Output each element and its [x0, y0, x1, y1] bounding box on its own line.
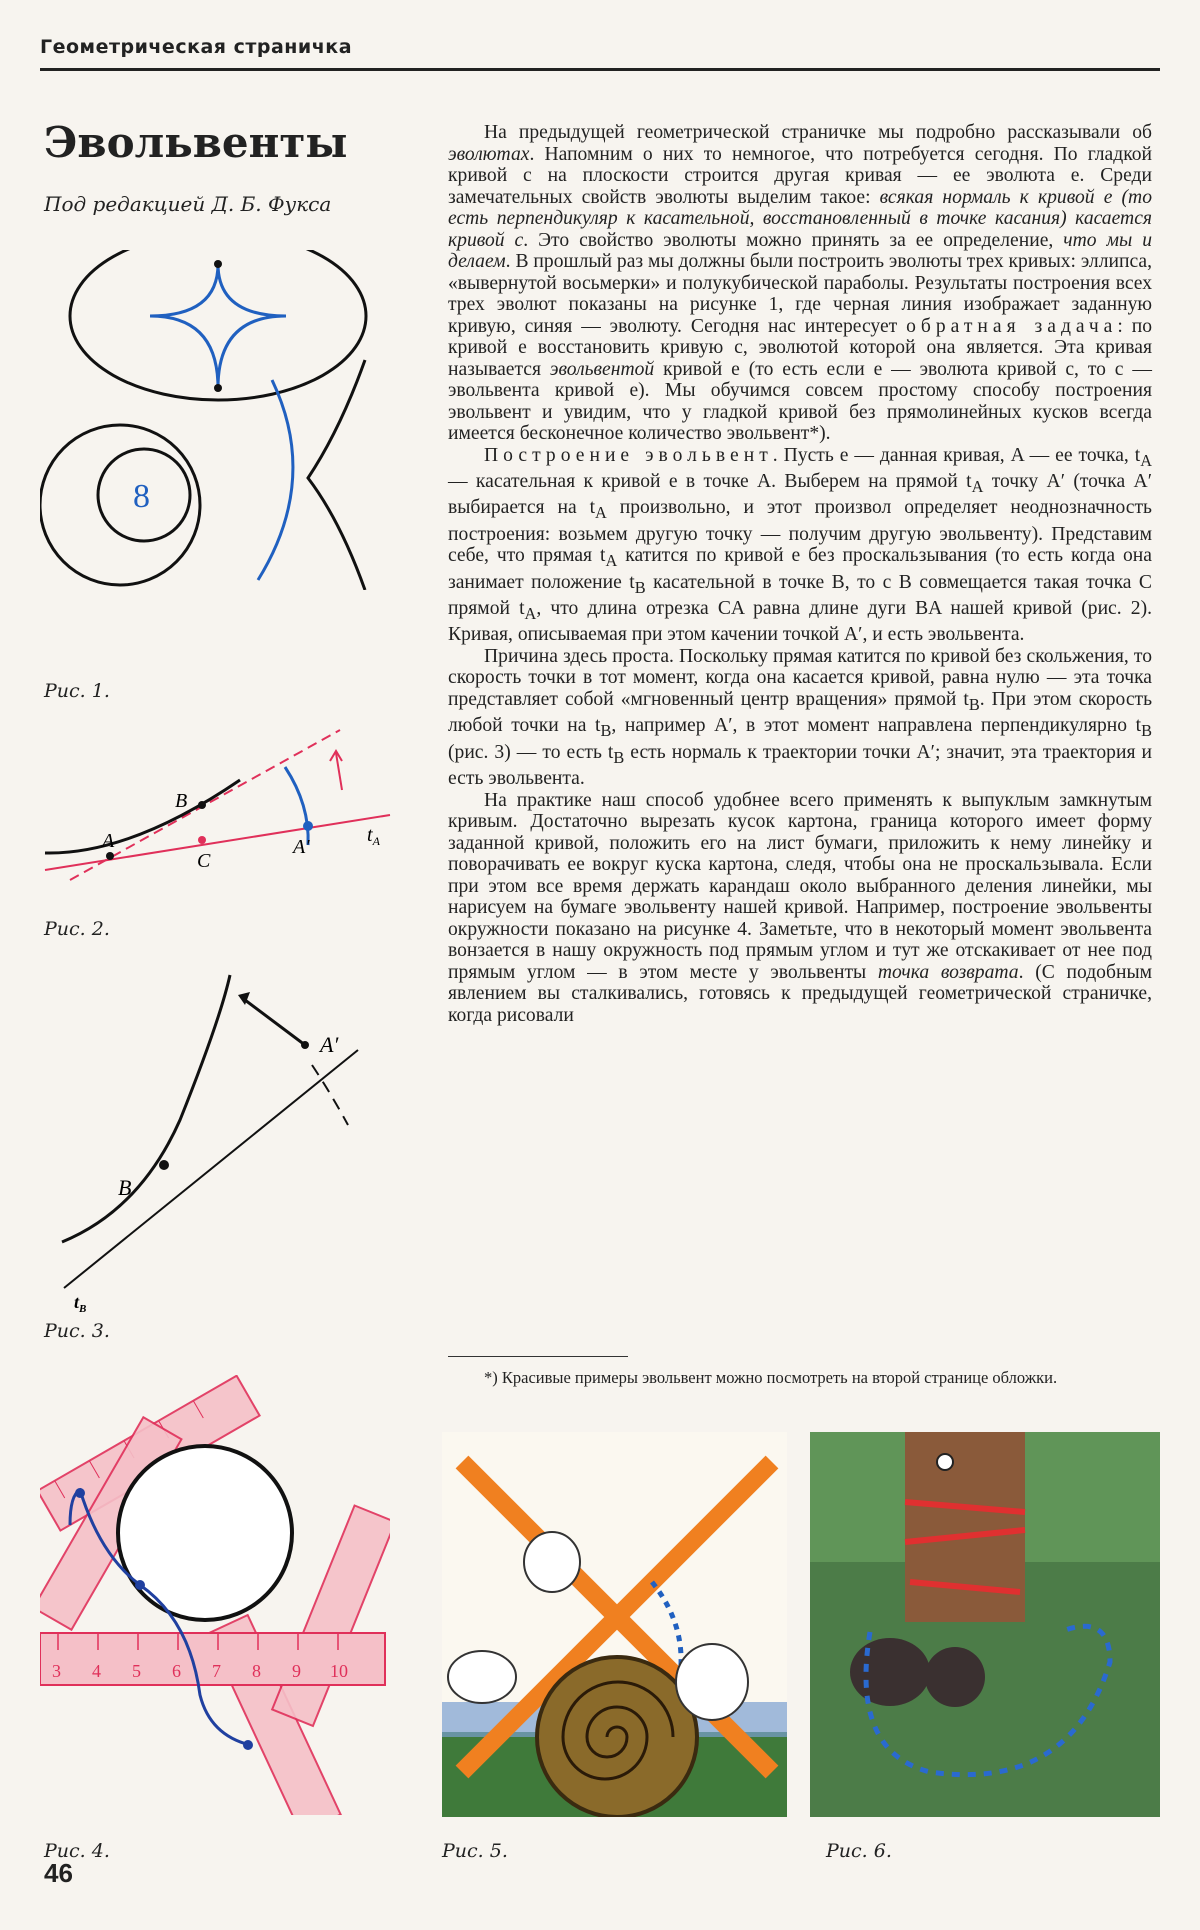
figure-3 — [40, 970, 380, 1315]
header-rule — [40, 68, 1160, 71]
ruler-number: 5 — [132, 1661, 141, 1681]
page-number: 46 — [44, 1858, 73, 1888]
figure-1 — [40, 250, 380, 590]
figure-1-caption: Рис. 1. — [44, 680, 110, 702]
goat-head — [524, 1532, 580, 1592]
article-body — [448, 122, 1152, 1026]
tangent-tB — [64, 1050, 358, 1288]
outer-loop-curve — [40, 425, 200, 585]
cardboard-circle — [118, 1446, 292, 1620]
point-A-label: A — [102, 830, 115, 852]
point-C-label: C — [197, 850, 211, 872]
figure-3-caption: Рис. 3. — [44, 1320, 110, 1342]
parabola-evolute — [258, 380, 293, 580]
ruler-number: 9 — [292, 1661, 301, 1681]
article-editor: Под редакцией Д. Б. Фукса — [44, 192, 332, 216]
astroid-evolute — [150, 264, 286, 388]
goat — [850, 1638, 930, 1706]
point-B-label: B — [175, 790, 188, 812]
paragraph-1: На предыдущей геометрической страничке мы подробно рассказывали об эволютах. Напомним о них то немногое, что потребуется сегодня. По гладкой кривой с на плоскости строится другая кривая — ее эволюта е. Среди замечательных свойств эволюты выделим такое: всякая нормаль к кривой е (то есть перпендикуляр к касательной, восстановленный в точке касания) касается кривой с. Это свойство эволюты можно принять за ее определение, что мы и делаем. В прошлый раз мы должны были построить эволюты трех кривых: эллипса, «вывернутой восьмерки» и полукубической параболы. Результаты построения всех трех эволют показаны на рисунке 1, где черная линия изображает заданную кривую, синяя — эволюту. Сегодня нас интересует обратная задача: по кривой е восстановить кривую с, эволютой которой она является. Эта кривая называется эвольвентой кривой е (то есть если е — эволюта кривой с, то с — эвольвента кривой е). Мы обучимся совсем простому способу построения эвольвент и увидим, что у гладкой кривой без прямолинейных кусков всегда имеется бесконечное количество эвольвент*). — [448, 122, 1153, 444]
tangent-t-label: $t_A$ — [367, 824, 380, 848]
goat — [448, 1651, 516, 1703]
ruler-number: 3 — [52, 1661, 61, 1681]
paragraph-2: Построение эвольвент. Пусть е — данная кривая, A — ее точка, $t_A$ — касательная к кривой е в точке A. Выберем на прямой $t_A$ точку A′ (точка A′ выбирается на $t_A$ произвольно, и этот произвол определяет неоднозначность построения: возьмем другую точку — получим другую эвольвенту). Представим себе, что прямая $t_A$ катится по кривой е без проскальзывания (то есть когда она занимает положение $t_B$ касательной в точке B, то с B совмещается такая точка C прямой $t_A$, что длина отрезка CA равна длине дуги BA нашей кривой (рис. 2). Кривая, описываемая при этом качении точкой A′, и есть эвольвента. — [448, 444, 1153, 646]
figure-4-caption: Рис. 4. — [44, 1840, 110, 1862]
footnote: *) Красивые примеры эвольвент можно посмотреть на второй странице обложки. — [484, 1368, 1058, 1387]
paragraph-3: Причина здесь проста. Поскольку прямая катится по кривой без скольжения, то скорость точки в тот момент, когда она касается кривой, равна нулю — эта точка представляет собой «мгновенный центр вращения» прямой $t_B$. При этом скорость любой точки на $t_B$, например A′, в этот момент направлена перпендикулярно $t_B$ (рис. 3) — то есть $t_B$ есть нормаль к траектории точки A′; значит, эта траектория и есть эвольвента. — [448, 645, 1153, 790]
goat — [676, 1644, 748, 1720]
figure-2 — [40, 725, 410, 905]
involute-path — [312, 1065, 348, 1125]
figure-6-caption: Рис. 6. — [826, 1840, 892, 1862]
figure-6 — [810, 1432, 1160, 1817]
point-A-prime-label: A′ — [320, 1032, 339, 1057]
ruler-number: 8 — [252, 1661, 261, 1681]
ruler-number: 4 — [92, 1661, 101, 1681]
involute-arc — [285, 767, 308, 845]
velocity-vector — [245, 1000, 305, 1045]
section-header: Геометрическая страничка — [40, 36, 353, 58]
figure-5 — [442, 1432, 787, 1817]
point-A-prime-label: A′ — [293, 836, 310, 858]
figure-5-caption: Рис. 5. — [442, 1840, 508, 1862]
point-B-label: B — [118, 1175, 132, 1200]
curve-e — [45, 780, 240, 853]
tangent-t-label: $t_B$ — [74, 1292, 87, 1315]
semicubical-parabola — [308, 360, 365, 590]
footnote-rule — [448, 1356, 628, 1357]
goat — [925, 1647, 985, 1707]
ruler-number: 6 — [172, 1661, 181, 1681]
figure-2-caption: Рис. 2. — [44, 918, 110, 940]
paragraph-4: На практике наш способ удобнее всего применять к выпуклым замкнутым кривым. Достаточно вырезать кусок картона, граница которого имеет форму заданной кривой, положить его на лист бумаги, приложить к нему линейку и поворачивать ее вокруг куска картона, следя, чтобы она не проскальзывала. Если при этом все время держать карандаш около выбранного деления линейки, мы нарисуем на бумаге эвольвенту нашей кривой. Например, построение эвольвенты окружности показано на рисунке 4. Заметьте, что в некоторый момент эвольвента вонзается в нашу окружность под прямым углом и тут же отскакивает от нее под прямым углом — в этом месте у эвольвенты точка возврата. (С подобным явлением вы сталкивались, готовясь к предыдущей геометрической страничке, когда рисовали — [448, 789, 1153, 1026]
ruler-number: 10 — [330, 1661, 348, 1681]
curve-e — [62, 975, 230, 1242]
tangent-tA — [45, 815, 390, 870]
article-title: Эвольвенты — [44, 118, 348, 167]
figure-4 — [40, 1375, 390, 1815]
figure-eight-label: 8 — [133, 478, 150, 515]
ruler-number: 7 — [212, 1661, 221, 1681]
